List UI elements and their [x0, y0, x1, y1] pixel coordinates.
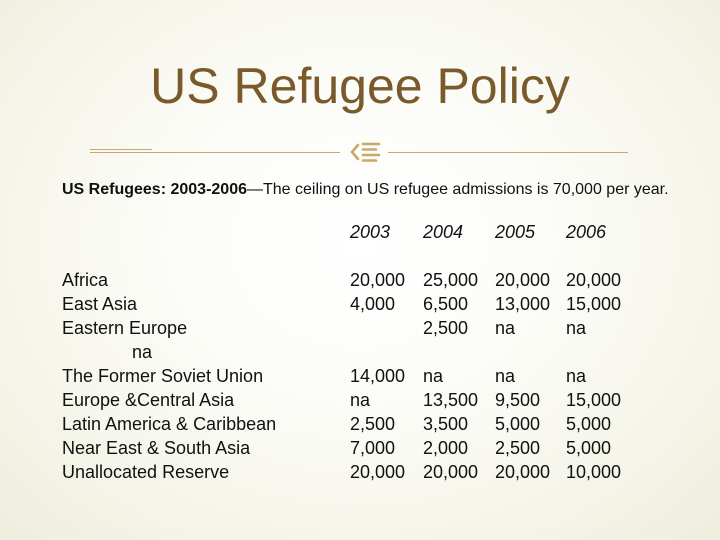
divider-right — [388, 152, 628, 153]
table-cell: 9,500 — [495, 390, 541, 410]
decorative-flourish-icon — [344, 140, 386, 164]
table-cell: 2,000 — [423, 438, 469, 458]
table-cell: 4,000 — [350, 294, 396, 314]
table-cell: 3,500 — [423, 414, 469, 434]
column-2003 — [350, 268, 405, 484]
table-cell: na — [350, 390, 371, 410]
year-header-2005: 2005 — [495, 222, 536, 242]
table-cell: 10,000 — [566, 462, 622, 482]
table-cell: na — [495, 366, 516, 386]
region-label: Near East & South Asia — [62, 438, 251, 458]
intro-bold-heading: US Refugees: 2003-2006 — [62, 181, 247, 198]
region-label: Latin America & Caribbean — [62, 414, 277, 434]
divider-short — [90, 149, 152, 150]
table-cell — [423, 340, 478, 364]
table-cell: 20,000 — [350, 462, 406, 482]
intro-text: —The ceiling on US refugee admissions is 70,000 per year. — [246, 181, 669, 198]
table-cell: 2,500 — [495, 438, 541, 458]
year-header-2006: 2006 — [566, 222, 607, 242]
table-cell — [350, 316, 405, 340]
table-cell: 2,500 — [350, 414, 396, 434]
table-cell: na — [566, 366, 587, 386]
table-cell: 13,000 — [495, 294, 551, 314]
column-2006 — [566, 268, 621, 484]
table-cell: 2,500 — [423, 318, 469, 338]
year-header-2004: 2004 — [423, 222, 464, 242]
region-label: Unallocated Reserve — [62, 462, 230, 482]
table-cell: na — [423, 366, 444, 386]
table-cell: 15,000 — [566, 294, 622, 314]
table-cell: na — [566, 318, 587, 338]
table-cell: 20,000 — [495, 462, 551, 482]
table-cell: 15,000 — [566, 390, 622, 410]
table-cell: 14,000 — [350, 366, 406, 386]
region-label: The Former Soviet Union — [62, 366, 264, 386]
slide-title: US Refugee Policy — [150, 58, 570, 114]
region-label: East Asia — [62, 294, 138, 314]
table-cell: 25,000 — [423, 270, 479, 290]
table-cell: 5,000 — [566, 414, 612, 434]
table-cell: 7,000 — [350, 438, 396, 458]
region-label: Africa — [62, 270, 109, 290]
column-2004 — [423, 268, 478, 484]
table-cell: na — [495, 318, 516, 338]
table-cell: 20,000 — [566, 270, 622, 290]
intro-paragraph — [62, 180, 672, 200]
divider-left — [90, 152, 340, 153]
table-cell — [495, 340, 550, 364]
region-list — [62, 268, 276, 484]
column-2005 — [495, 268, 550, 484]
year-header-2003: 2003 — [350, 222, 391, 242]
region-label: Europe &Central Asia — [62, 390, 235, 410]
table-cell: 20,000 — [350, 270, 406, 290]
table-cell — [566, 340, 621, 364]
table-cell: 20,000 — [495, 270, 551, 290]
table-cell: 6,500 — [423, 294, 469, 314]
table-cell — [350, 340, 405, 364]
region-label: na — [132, 342, 153, 362]
table-cell: 5,000 — [566, 438, 612, 458]
table-cell: 5,000 — [495, 414, 541, 434]
table-cell: 13,500 — [423, 390, 479, 410]
region-label: Eastern Europe — [62, 318, 188, 338]
table-cell: 20,000 — [423, 462, 479, 482]
